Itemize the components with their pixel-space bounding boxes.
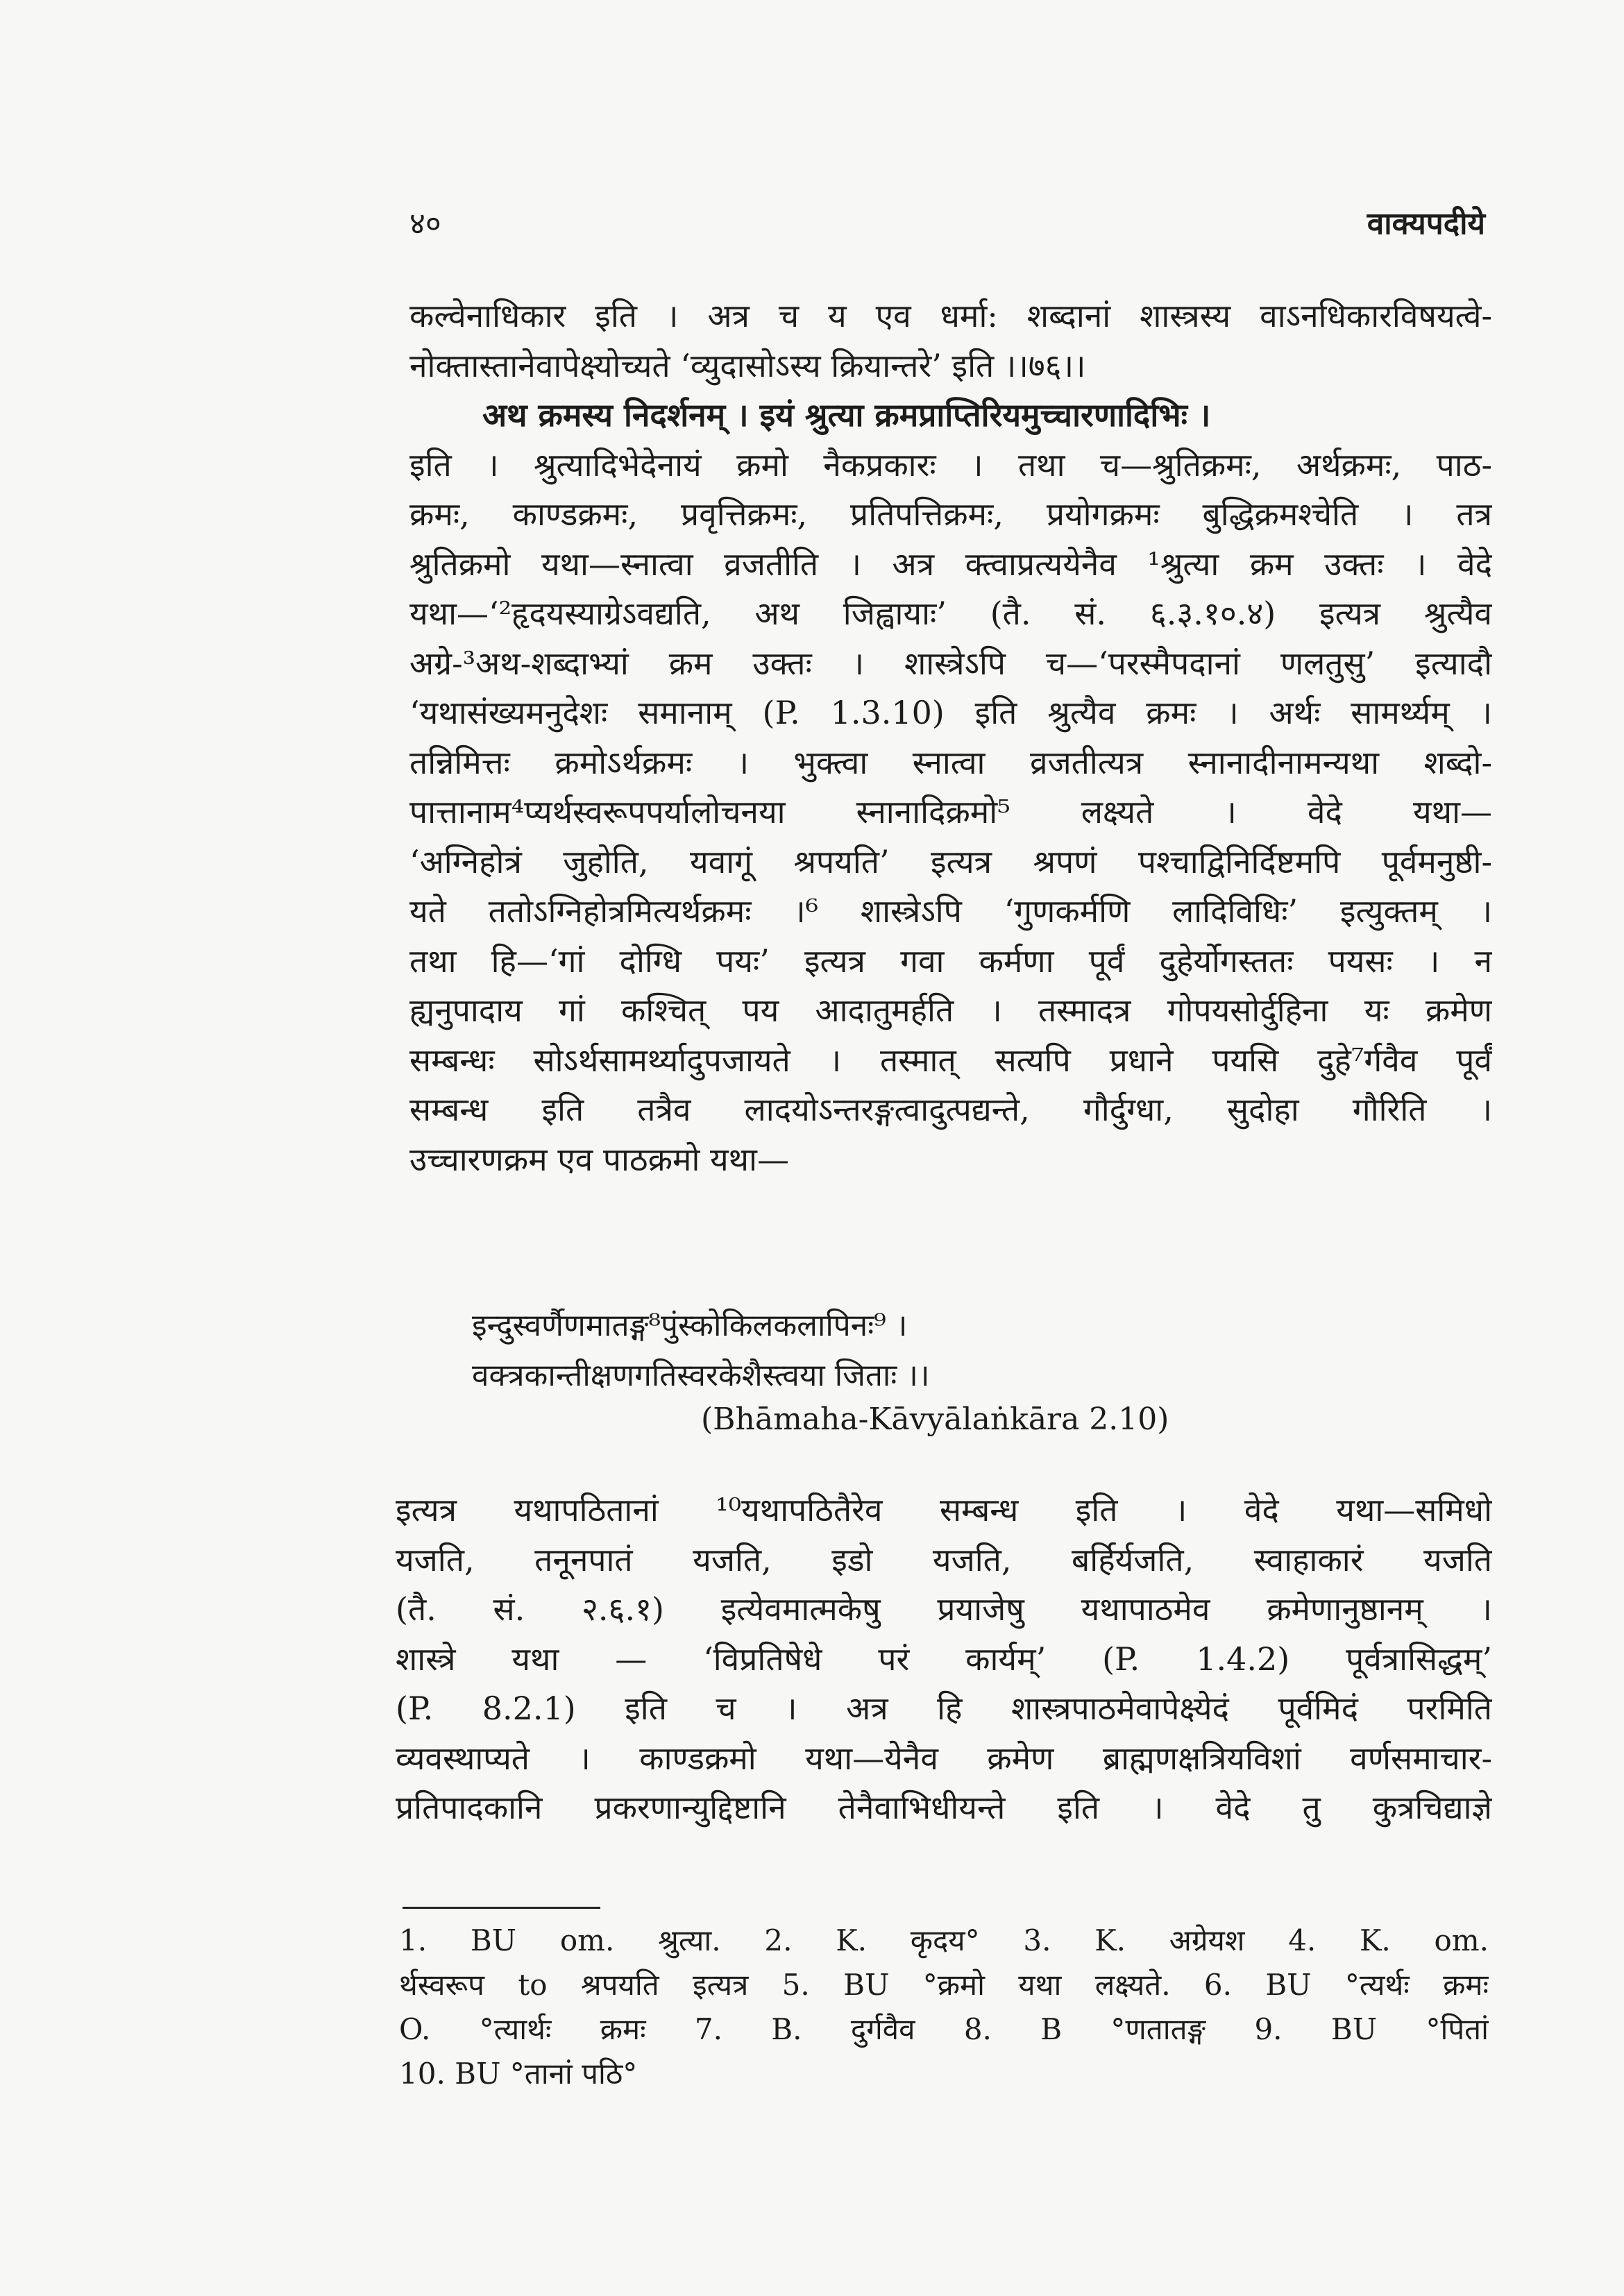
text-line: क्रमः, काण्डक्रमः, प्रवृत्तिक्रमः, प्रतिपत्तिक्रमः, प्रयोगक्रमः बुद्धिक्रमश्चेति । तत्र <box>409 495 1492 533</box>
text-line: इत्यत्र यथापठितानां ¹⁰यथापठितैरेव सम्बन्ध इति । वेदे यथा—समिधो <box>396 1491 1492 1529</box>
text-line: शास्त्रे यथा — ‘विप्रतिषेधे परं कार्यम्’ (P. 1.4.2) पूर्वत्रासिद्धम्’ <box>396 1640 1492 1678</box>
text-line: व्यवस्थाप्यते । काण्डक्रमो यथा—येनैव क्रमेण ब्राह्मणक्षत्रियविशां वर्णसमाचार- <box>396 1739 1492 1777</box>
text-line: यथा—‘²हृदयस्याग्रेऽवद्यति, अथ जिह्वायाः’ (तै. सं. ६.३.१०.४) इत्यत्र श्रुत्यैव <box>409 595 1492 632</box>
verse-line-2: वक्त्रकान्तीक्षणगतिस्वरकेशैस्त्वया जिताः ।। <box>472 1358 930 1393</box>
footnote-line: 1. BU om. श्रुत्या. 2. K. कृदय° 3. K. अग्रेयश 4. K. om. <box>399 1923 1489 1957</box>
running-head <box>409 201 1485 250</box>
text-line: अग्रे-³अथ-शब्दाभ्यां क्रम उक्तः । शास्त्रेऽपि च—‘परस्मैपदानां णलतुसु’ इत्यादौ <box>409 644 1492 682</box>
text-line: सम्बन्ध इति तत्रैव लादयोऽन्तरङ्गत्वादुत्पद्यन्ते, गौर्दुग्धा, सुदोहा गौरिति । <box>409 1091 1492 1128</box>
commentary-text <box>409 291 1492 1184</box>
text-line: नोक्तास्तानेवापेक्ष्योच्यते ‘व्युदासोऽस्य क्रियान्तरे’ इति ।।७६।। <box>409 346 1086 384</box>
footnote-line: O. °त्यार्थः क्रमः 7. B. दुर्गवैव 8. B °णतातङ्ग 9. BU °पितां <box>399 2012 1489 2046</box>
footnote-line: 10. BU °तानां पठि° <box>399 2057 638 2091</box>
verse-line-1: इन्दुस्वर्णैणमातङ्ग⁸पुंस्कोकिलकलापिनः⁹ । <box>472 1308 908 1343</box>
text-line: ‘अग्निहोत्रं जुहोति, यवागूं श्रपयति’ इत्यत्र श्रपणं पश्चाद्विनिर्दिष्टमपि पूर्वमनुष्ठी- <box>409 842 1492 881</box>
text-line: ‘यथासंख्यमनुदेशः समानाम् (P. 1.3.10) इति श्रुत्यैव क्रमः । अर्थः सामर्थ्यम् । <box>409 694 1492 731</box>
text-line: पात्तानाम⁴प्यर्थस्वरूपपर्यालोचनया स्नानादिक्रमो⁵ लक्ष्यते । वेदे यथा— <box>409 793 1492 831</box>
text-line: कल्वेनाधिकार इति । अत्र च य एव धर्मा: शब्दानां शास्त्रस्य वाऽनधिकारविषयत्वे- <box>409 297 1492 334</box>
text-line: प्रतिपादकानि प्रकरणान्युद्दिष्टानि तेनैवाभिधीयन्ते इति । वेदे तु कुत्रचिद्याज्ञे <box>396 1789 1492 1826</box>
text-line: तथा हि—‘गां दोग्धि पयः’ इत्यत्र गवा कर्मणा पूर्वं दुहेर्योगस्ततः पयसः । न <box>409 942 1492 980</box>
text-line: यजति, तनूनपातं यजति, इडो यजति, बर्हिर्यजति, स्वाहाकारं यजति <box>396 1540 1492 1579</box>
text-line-heading: अथ क्रमस्य निदर्शनम् । इयं श्रुत्या क्रमप्राप्तिरियमुच्चारणादिभिः । <box>482 396 1211 434</box>
footnotes <box>399 1919 1489 2096</box>
text-line: श्रुतिक्रमो यथा—स्नात्वा व्रजतीति । अत्र क्त्वाप्रत्ययेनैव ¹श्रुत्या क्रम उक्तः । वेदे <box>409 545 1492 583</box>
verse-quotation <box>472 1301 1444 1401</box>
text-line: सम्बन्धः सोऽर्थसामर्थ्यादुपजायते । तस्मात् सत्यपि प्रधाने पयसि दुहे⁷र्गवैव पूर्वं <box>409 1041 1492 1079</box>
footnote-divider <box>403 1907 600 1909</box>
text-line: (तै. सं. २.६.१) इत्येवमात्मकेषु प्रयाजेषु यथापाठमेव क्रमेणानुष्ठानम् । <box>396 1590 1492 1628</box>
page-number: ४० <box>409 206 441 241</box>
text-line: तन्निमित्तः क्रमोऽर्थक्रमः । भुक्त्वा स्नात्वा व्रजतीत्यत्र स्नानादीनामन्यथा शब्दो- <box>409 743 1492 781</box>
verse-citation: (Bhāmaha-Kāvyālaṅkāra 2.10) <box>701 1402 1169 1437</box>
text-line: (P. 8.2.1) इति च । अत्र हि शास्त्रपाठमेवापेक्ष्येदं पूर्वमिदं परमिति <box>396 1690 1492 1727</box>
commentary-text-continued <box>396 1485 1492 1832</box>
footnote-line: र्थस्वरूप to श्रपयति इत्यत्र 5. BU °क्रमो यथा लक्ष्यते. 6. BU °त्यर्थः क्रमः <box>399 1968 1489 2002</box>
running-title: वाक्यपदीये <box>1367 206 1485 241</box>
text-line: इति । श्रुत्यादिभेदेनायं क्रमो नैकप्रकारः । तथा च—श्रुतिक्रमः, अर्थक्रमः, पाठ- <box>409 445 1492 484</box>
text-line: ह्यनुपादाय गां कश्चित् पय आदातुमर्हति । तस्मादत्र गोपयसोर्दुहिना यः क्रमेण <box>409 992 1492 1029</box>
text-line: उच्चारणक्रम एव पाठक्रमो यथा— <box>409 1140 789 1178</box>
text-line: यते ततोऽग्निहोत्रमित्यर्थक्रमः ।⁶ शास्त्रेऽपि ‘गुणकर्मणि लादिविधिः’ इत्युक्तम् । <box>409 892 1492 930</box>
